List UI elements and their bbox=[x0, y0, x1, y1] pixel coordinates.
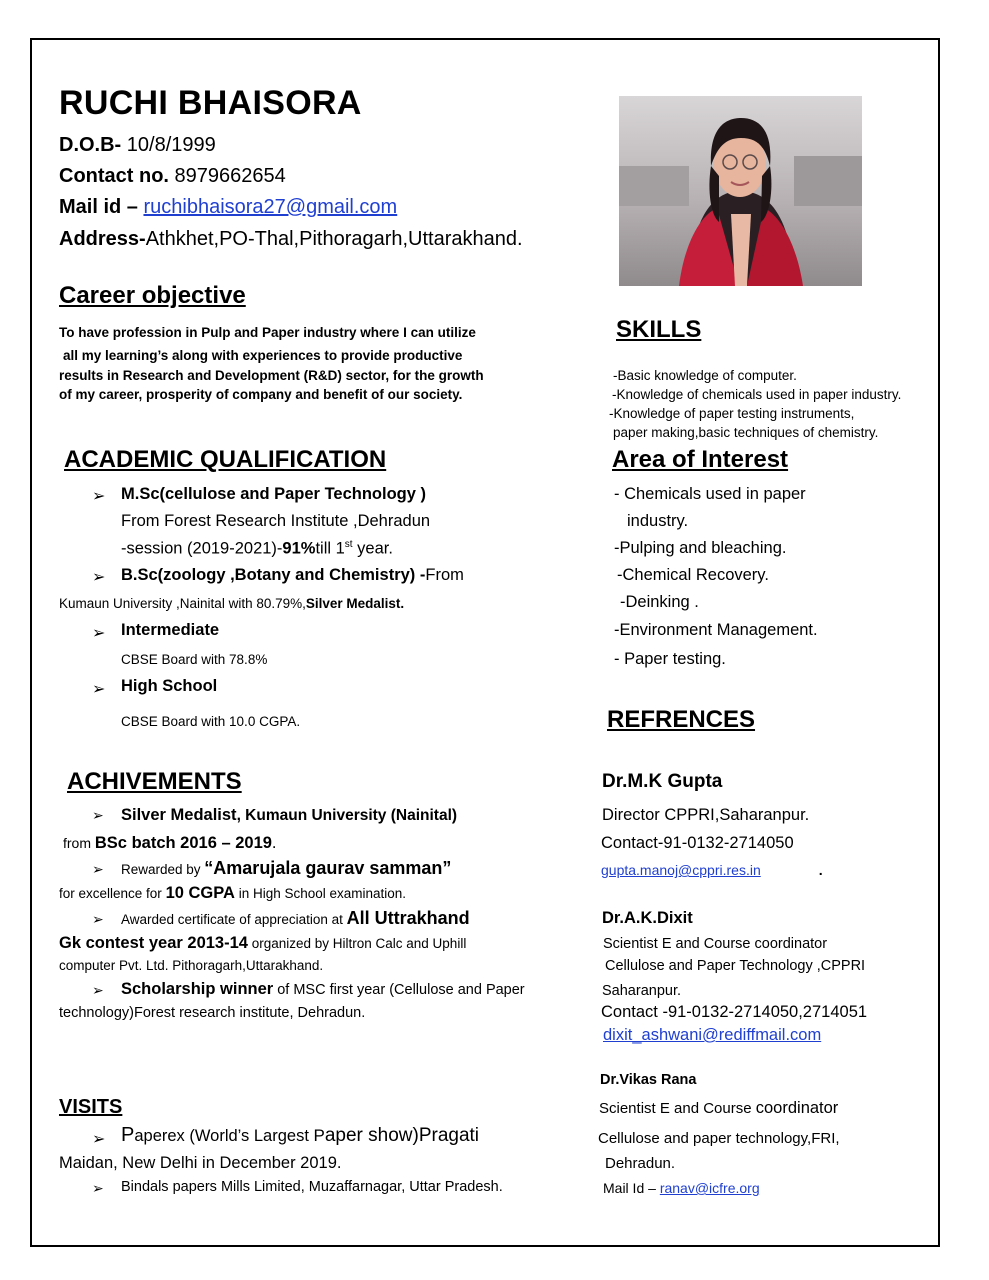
dob-line bbox=[59, 134, 216, 157]
contact-line bbox=[59, 165, 286, 188]
reference-3-title-text: Scientist E and Course bbox=[599, 1100, 756, 1117]
profile-photo bbox=[619, 96, 862, 286]
achievement-3-contest: All Uttrakhand bbox=[346, 908, 470, 928]
career-line-3: results in Research and Development (R&D) sector, for the growth bbox=[59, 368, 484, 383]
achievement-3-text: Awarded certificate of appreciation at bbox=[121, 912, 347, 927]
reference-3-mail-label: Mail Id – bbox=[603, 1180, 660, 1196]
skills-heading: SKILLS bbox=[616, 316, 702, 343]
reference-1-email-row bbox=[601, 862, 823, 878]
bsc-medal: Silver Medalist. bbox=[305, 596, 405, 611]
achievement-2-cgpa: 10 CGPA bbox=[165, 884, 235, 902]
achievement-1 bbox=[121, 806, 457, 825]
reference-2-title: Scientist E and Course coordinator bbox=[603, 936, 828, 952]
msc-title: M.Sc(cellulose and Paper Technology ) bbox=[121, 485, 427, 503]
address-value: Athkhet,PO-Thal,Pithoragarh,Uttarakhand. bbox=[145, 228, 523, 250]
visit-1-p2: P bbox=[313, 1126, 325, 1145]
bullet-arrow-icon: ➢ bbox=[92, 982, 104, 998]
reference-2-city: Saharanpur. bbox=[602, 983, 682, 999]
mail-line bbox=[59, 196, 397, 219]
visits-heading: VISITS bbox=[59, 1096, 123, 1118]
reference-1-title: Director CPPRI,Saharanpur. bbox=[602, 806, 810, 824]
dob-label: D.O.B- bbox=[59, 134, 122, 156]
achievement-2-text: Rewarded by bbox=[121, 862, 205, 877]
achievement-2-line2 bbox=[59, 884, 406, 903]
bsc-from: From bbox=[425, 566, 464, 584]
email-link[interactable]: ruchibhaisora27@gmail.com bbox=[143, 196, 398, 218]
intermediate-title: Intermediate bbox=[121, 621, 220, 639]
reference-1-name: Dr.M.K Gupta bbox=[602, 771, 723, 792]
bullet-arrow-icon: ➢ bbox=[92, 625, 106, 642]
msc-institute: From Forest Research Institute ,Dehradun bbox=[121, 512, 431, 530]
msc-year: year. bbox=[352, 539, 393, 558]
achievement-2-award: “Amarujala gaurav samman” bbox=[204, 858, 452, 878]
high-school-title: High School bbox=[121, 677, 218, 695]
skill-item-4: paper making,basic techniques of chemistry. bbox=[613, 425, 879, 440]
dob-value: 10/8/1999 bbox=[121, 134, 216, 156]
interest-item-6: - Paper testing. bbox=[614, 650, 726, 668]
career-heading: Career objective bbox=[59, 282, 246, 309]
achievement-3-line2 bbox=[59, 934, 466, 953]
interest-item-3: -Chemical Recovery. bbox=[617, 566, 769, 584]
visit-2: Bindals papers Mills Limited, Muzaffarnagar, Uttar Pradesh. bbox=[121, 1179, 503, 1195]
mail-label: Mail id – bbox=[59, 196, 144, 218]
address-line bbox=[59, 228, 523, 251]
bullet-arrow-icon: ➢ bbox=[92, 911, 104, 927]
msc-till: till 1 bbox=[315, 539, 345, 558]
intermediate-details: CBSE Board with 78.8% bbox=[121, 652, 268, 667]
msc-session bbox=[121, 539, 393, 559]
achievement-1-from: from bbox=[63, 835, 95, 851]
reference-1-contact: Contact-91-0132-2714050 bbox=[601, 834, 794, 852]
bullet-arrow-icon: ➢ bbox=[92, 1131, 106, 1148]
contact-label: Contact no. bbox=[59, 165, 169, 187]
profile-photo-image bbox=[619, 96, 862, 286]
achievement-4-title: Scholarship winner bbox=[121, 980, 274, 998]
achievement-1-title: Silver Medalist bbox=[121, 806, 237, 824]
achievement-1-rest: , Kumaun University (Nainital) bbox=[236, 807, 458, 824]
bsc-title bbox=[121, 566, 464, 585]
reference-2-contact: Contact -91-0132-2714050,2714051 bbox=[601, 1003, 868, 1021]
bullet-arrow-icon: ➢ bbox=[92, 807, 104, 823]
references-heading: REFRENCES bbox=[607, 706, 756, 733]
interest-item-5: -Environment Management. bbox=[614, 621, 818, 639]
reference-1-email[interactable]: gupta.manoj@cppri.res.in bbox=[601, 862, 761, 878]
interest-item-1b: industry. bbox=[627, 512, 689, 530]
skill-item-1: -Basic knowledge of computer. bbox=[613, 368, 797, 383]
reference-1-dot: . bbox=[818, 862, 823, 878]
msc-percentage: 91% bbox=[282, 539, 316, 558]
interest-heading: Area of Interest bbox=[612, 446, 789, 473]
career-line-2: all my learning’s along with experiences to provide productive bbox=[63, 348, 463, 363]
reference-2-name: Dr.A.K.Dixit bbox=[602, 909, 693, 927]
achievement-1-batch: BSc batch 2016 – 2019 bbox=[94, 834, 272, 852]
achievement-2 bbox=[121, 858, 451, 879]
reference-2-email bbox=[603, 1026, 821, 1045]
msc-session-text: -session (2019-2021)- bbox=[121, 539, 283, 558]
reference-3-city: Dehradun. bbox=[605, 1155, 676, 1172]
achievement-3 bbox=[121, 908, 470, 929]
bsc-details-text: Kumaun University ,Nainital with 80.79%, bbox=[59, 596, 306, 611]
achievement-4-text: of MSC first year (Cellulose and Paper bbox=[273, 982, 525, 998]
reference-2-dept: Cellulose and Paper Technology ,CPPRI bbox=[605, 958, 866, 974]
achievement-3-org: organized by Hiltron Calc and Uphill bbox=[247, 936, 467, 951]
bullet-arrow-icon: ➢ bbox=[92, 861, 104, 877]
achievements-heading: ACHIVEMENTS bbox=[67, 768, 242, 795]
bsc-details bbox=[59, 596, 404, 611]
achievement-4-line2: technology)Forest research institute, Dehradun. bbox=[59, 1005, 366, 1021]
reference-3-dept: Cellulose and paper technology,FRI, bbox=[598, 1130, 840, 1147]
high-school-details: CBSE Board with 10.0 CGPA. bbox=[121, 714, 301, 729]
bullet-arrow-icon: ➢ bbox=[92, 569, 106, 586]
skill-item-3: -Knowledge of paper testing instruments, bbox=[609, 406, 855, 421]
achievement-4 bbox=[121, 980, 525, 999]
reference-3-title bbox=[599, 1099, 838, 1118]
interest-item-1: - Chemicals used in paper bbox=[614, 485, 806, 503]
achievement-1-line2 bbox=[63, 834, 277, 853]
visit-1-line2: Maidan, New Delhi in December 2019. bbox=[59, 1154, 342, 1172]
bsc-title-text: B.Sc(zoology ,Botany and Chemistry) - bbox=[121, 566, 426, 584]
skill-item-2: -Knowledge of chemicals used in paper industry. bbox=[612, 387, 902, 402]
reference-3-email-link[interactable]: ranav@icfre.org bbox=[659, 1180, 760, 1196]
visit-1-p: P bbox=[121, 1124, 135, 1146]
candidate-name: RUCHI BHAISORA bbox=[59, 84, 362, 122]
reference-3-role: coordinator bbox=[755, 1099, 839, 1117]
reference-3-mail bbox=[603, 1180, 760, 1196]
achievement-3-year: Gk contest year 2013-14 bbox=[59, 934, 248, 952]
interest-item-4: -Deinking . bbox=[620, 593, 699, 611]
address-label: Address- bbox=[59, 228, 146, 250]
career-line-1: To have profession in Pulp and Paper industry where I can utilize bbox=[59, 325, 476, 340]
reference-2-email-link[interactable]: dixit_ashwani@rediffmail.com bbox=[603, 1026, 822, 1044]
visit-1-text: aperex (World’s Largest bbox=[134, 1127, 314, 1145]
achievement-2-for: for excellence for bbox=[59, 886, 166, 901]
msc-sup: st bbox=[344, 539, 353, 550]
achievement-1-dot: . bbox=[271, 834, 277, 852]
visit-1-show: aper show)Pragati bbox=[324, 1125, 480, 1146]
achievement-2-exam: in High School examination. bbox=[234, 886, 407, 901]
interest-item-2: -Pulping and bleaching. bbox=[614, 539, 787, 557]
academic-heading: ACADEMIC QUALIFICATION bbox=[64, 446, 387, 473]
bullet-arrow-icon: ➢ bbox=[92, 488, 106, 505]
contact-value: 8979662654 bbox=[169, 165, 286, 187]
visit-1 bbox=[121, 1124, 479, 1147]
reference-3-name: Dr.Vikas Rana bbox=[600, 1072, 697, 1088]
achievement-3-line3: computer Pvt. Ltd. Pithoragarh,Uttarakhand. bbox=[59, 958, 324, 973]
bullet-arrow-icon: ➢ bbox=[92, 1180, 104, 1196]
bullet-arrow-icon: ➢ bbox=[92, 681, 106, 698]
career-line-4: of my career, prosperity of company and benefit of our society. bbox=[59, 387, 463, 402]
